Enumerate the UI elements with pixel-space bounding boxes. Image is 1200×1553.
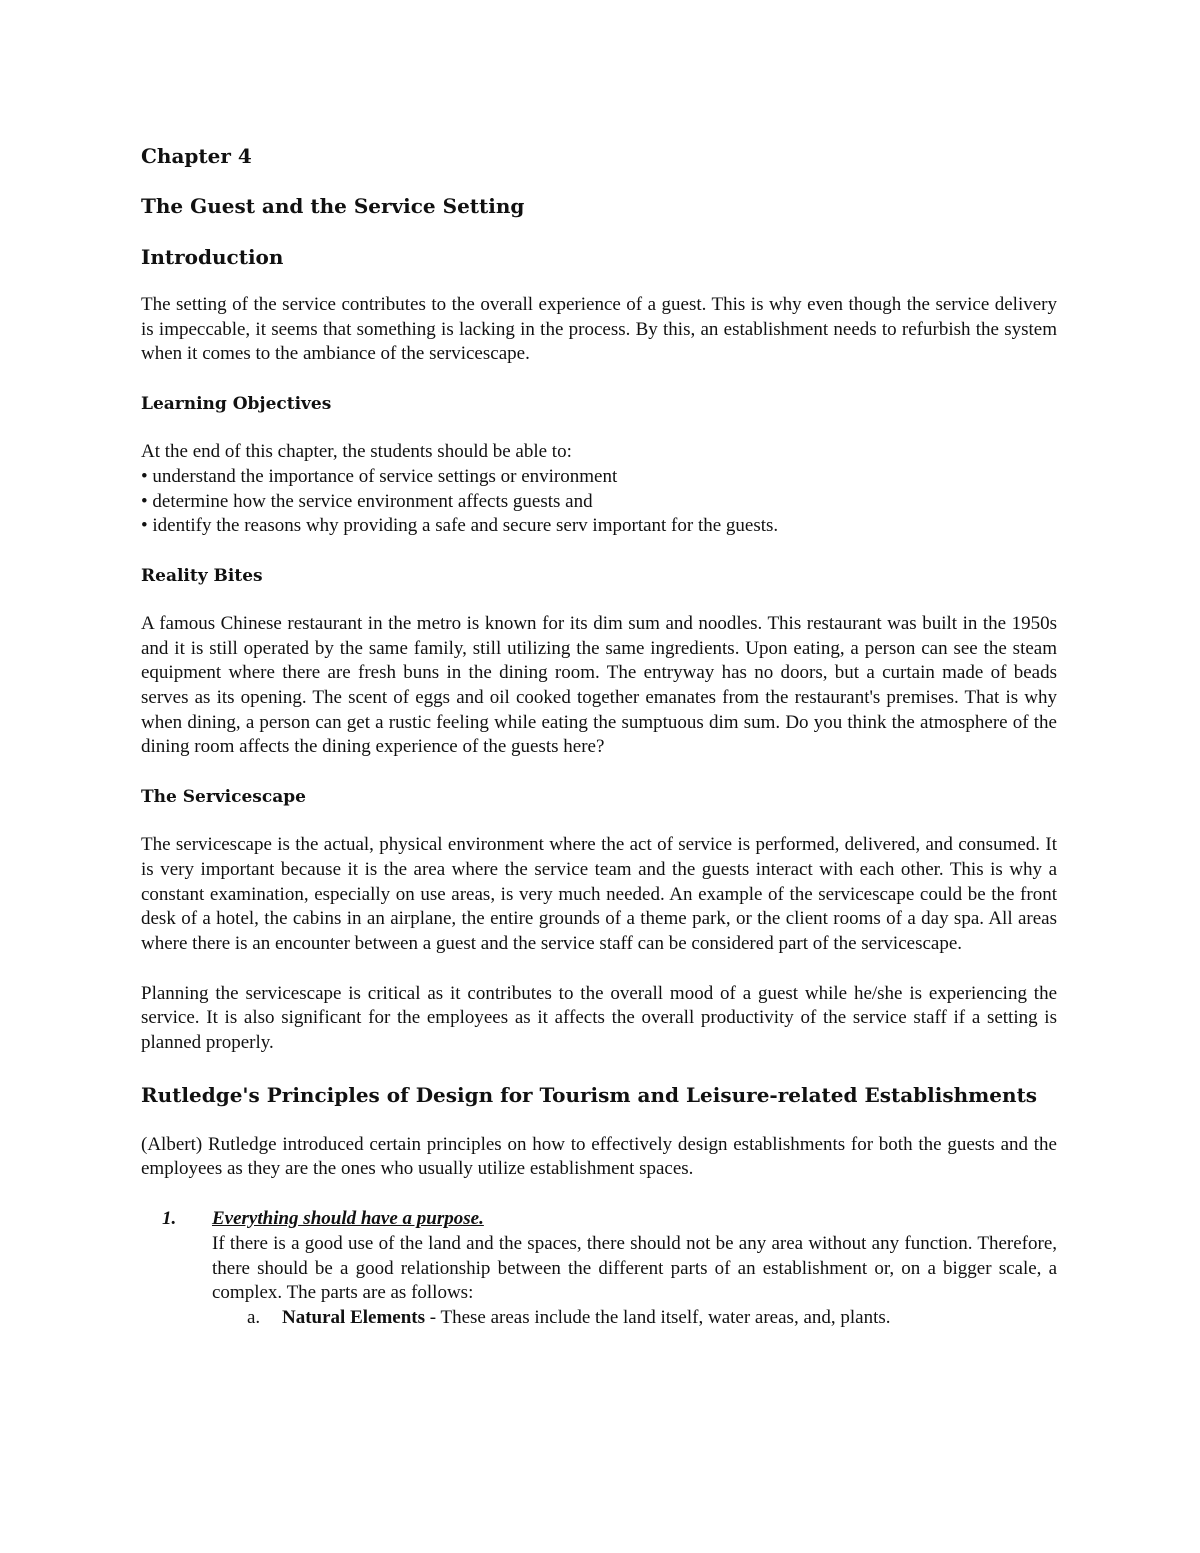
page-content: [141, 142, 1057, 1331]
rutledge-heading: Rutledge's Principles of Design for Tourism and Leisure-related Establishments: [141, 1082, 1038, 1107]
list-item: [141, 1306, 1057, 1331]
objectives-lead: At the end of this chapter, the students should be able to:: [141, 441, 572, 463]
intro-paragraph: The setting of the service contributes to the overall experience of a guest. This is why even though the service delivery is impeccable, it seems that something is lacking in the process. By this, an establishment needs to refurbish the system when it comes to the ambiance of the servicescape.: [141, 294, 1057, 365]
reality-bites-heading: Reality Bites: [141, 565, 263, 586]
intro-heading: Introduction: [141, 245, 284, 269]
sub-item-text: - These areas include the land itself, water areas, and, plants.: [425, 1306, 891, 1328]
objectives-heading: Learning Objectives: [141, 394, 332, 415]
list-item: • understand the importance of service settings or environment: [141, 465, 1057, 490]
list-item: • identify the reasons why providing a safe and secure serv important for the guests.: [141, 514, 1057, 539]
chapter-label: Chapter 4: [141, 144, 252, 168]
chapter-title: The Guest and the Service Setting: [141, 194, 525, 218]
principle-body: If there is a good use of the land and the spaces, there should not be any area without any function. Therefore, there should be a good relationship between the different parts of an establishment or, on a bigger scale, a complex. The parts are as follows:: [212, 1232, 1057, 1304]
reality-bites-paragraph: A famous Chinese restaurant in the metro is known for its dim sum and noodles. This restaurant was built in the 1950s and it is still operated by the same family, still utilizing the same ingredients. Upon eating, a person can see the steam equipment where there are fresh buns in the dining room. The entryway has no doors, but a curtain made of beads serves as its opening. The scent of eggs and oil cooked together emanates from the restaurant's premises. That is why when dining, a person can get a rustic feeling while eating the sumptuous dim sum. Do you think the atmosphere of the dining room affects the dining experience of the guests here?: [141, 612, 1057, 758]
servicescape-paragraph-2: Planning the servicescape is critical as it contributes to the overall mood of a guest while he/she is experiencing the service. It is also significant for the employees as it affects the overall productivity of the service staff if a setting is planned properly.: [141, 982, 1057, 1054]
rutledge-paragraph: (Albert) Rutledge introduced certain principles on how to effectively design establishments for both the guests and the employees as they are the ones who usually utilize establishment spaces.: [141, 1133, 1057, 1180]
list-item: [141, 1207, 1057, 1306]
servicescape-paragraph-1: The servicescape is the actual, physical environment where the act of service is performed, delivered, and consumed. It is very important because it is the area where the service team and the guests interact with each other. This is why a constant examination, especially on use areas, is very much needed. An example of the servicescape could be the front desk of a hotel, the cabins in an airplane, the entire grounds of a theme park, or the client rooms of a day spa. All areas where there is an encounter between a guest and the service staff can be considered part of the servicescape.: [141, 834, 1057, 954]
servicescape-heading: The Servicescape: [141, 787, 306, 808]
principles-list: [141, 1207, 1057, 1331]
principle-heading: Everything should have a purpose.: [212, 1208, 484, 1230]
sub-item-term: Natural Elements: [282, 1306, 426, 1328]
sub-item-label: a.: [247, 1306, 261, 1328]
principle-number: 1.: [162, 1208, 177, 1230]
objectives-list: [141, 465, 1057, 539]
list-item: • determine how the service environment affects guests and: [141, 490, 1057, 515]
